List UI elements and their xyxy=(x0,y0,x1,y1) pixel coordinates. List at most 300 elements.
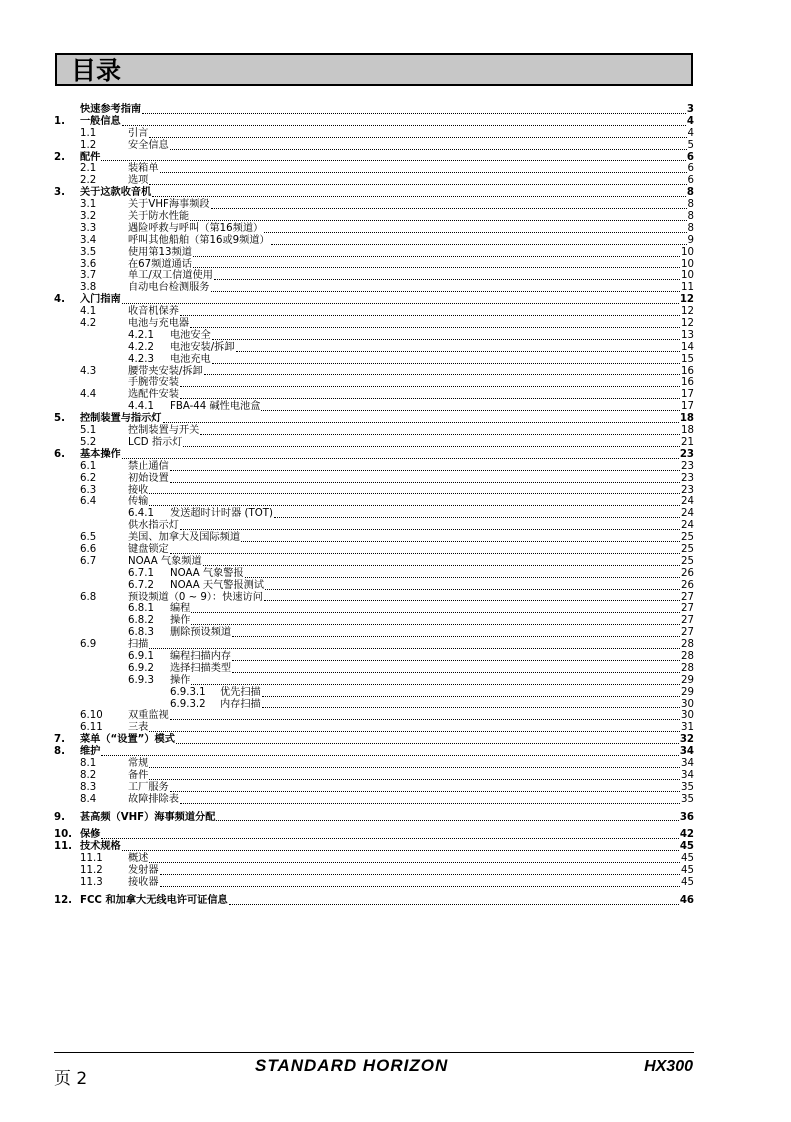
toc-entry-title: 保修 xyxy=(80,829,101,841)
toc-entry-number: 3. xyxy=(54,187,65,199)
footer-model-name: HX300 xyxy=(644,1058,693,1075)
toc-entry-page: 3 xyxy=(686,104,694,115)
toc-entry-number: 3.8 xyxy=(80,282,97,294)
toc-entry-number: 3.6 xyxy=(80,258,97,270)
toc-entry-title: LCD 指示灯 xyxy=(128,436,183,448)
toc-entry-page: 10 xyxy=(681,246,694,258)
toc-dot-leader xyxy=(232,663,680,675)
toc-entry-page: 30 xyxy=(681,710,694,722)
toc-entry-page: 27 xyxy=(681,603,694,615)
toc-entry[interactable] xyxy=(54,354,694,366)
toc-entry-page: 10 xyxy=(681,258,694,270)
toc-entry[interactable] xyxy=(54,473,694,485)
toc-entry-number: 3.1 xyxy=(80,199,97,211)
toc-entry-number: 2.1 xyxy=(80,163,97,175)
toc-dot-leader xyxy=(271,235,687,247)
toc-entry-title: 内存扫描 xyxy=(220,698,261,710)
toc-entry-page: 28 xyxy=(681,650,694,662)
toc-entry-number: 6.10 xyxy=(80,710,103,722)
toc-dot-leader xyxy=(193,259,680,271)
toc-dot-leader xyxy=(190,318,680,330)
toc-entry[interactable] xyxy=(54,865,694,877)
toc-entry-page: 36 xyxy=(679,811,694,823)
toc-entry[interactable] xyxy=(54,627,694,639)
toc-entry[interactable] xyxy=(54,187,694,199)
toc-entry[interactable] xyxy=(54,140,694,152)
toc-entry[interactable] xyxy=(54,722,694,734)
toc-entry-page: 46 xyxy=(679,894,694,906)
toc-entry[interactable] xyxy=(54,270,694,282)
toc-dot-leader xyxy=(204,366,680,378)
toc-entry-page: 17 xyxy=(681,389,694,401)
toc-entry-title: 初始设置 xyxy=(128,472,169,484)
toc-entry-number: 6.9.1 xyxy=(128,650,154,662)
toc-entry-page: 12 xyxy=(681,318,694,330)
toc-entry[interactable] xyxy=(54,853,694,865)
toc-entry-page: 18 xyxy=(681,425,694,437)
toc-entry-page: 24 xyxy=(681,508,694,520)
toc-entry-page: 45 xyxy=(681,877,694,888)
toc-entry-page: 23 xyxy=(679,448,694,460)
toc-entry-number: 6.9.3.1 xyxy=(170,686,206,698)
toc-entry[interactable] xyxy=(54,580,694,592)
toc-entry-number: 8.3 xyxy=(80,781,97,793)
toc-dot-leader xyxy=(180,377,680,389)
toc-entry-title: 入门指南 xyxy=(80,294,121,306)
toc-dot-leader xyxy=(232,627,680,639)
toc-entry-page: 28 xyxy=(681,662,694,674)
toc-dot-leader xyxy=(101,746,678,758)
toc-entry-title: NOAA 天气警报测试 xyxy=(170,579,265,591)
toc-entry-page: 23 xyxy=(681,484,694,496)
toc-entry-title: 选项 xyxy=(128,175,149,187)
toc-entry-number: 6.9 xyxy=(80,639,97,651)
toc-entry-title: 甚高频（VHF）海事频道分配 xyxy=(80,811,216,823)
toc-entry-number: 4.2 xyxy=(80,318,97,330)
toc-dot-leader xyxy=(101,152,686,164)
toc-entry[interactable] xyxy=(54,663,694,675)
toc-dot-leader xyxy=(191,603,680,615)
toc-entry-number: 4.1 xyxy=(80,306,97,318)
toc-dot-leader xyxy=(149,639,680,651)
toc-dot-leader xyxy=(190,211,686,223)
toc-entry[interactable] xyxy=(54,895,694,907)
toc-entry-title: 装箱单 xyxy=(128,163,159,175)
toc-entry[interactable] xyxy=(54,568,694,580)
toc-entry-number: 6.7 xyxy=(80,555,97,567)
toc-entry[interactable] xyxy=(54,282,694,294)
toc-entry-number: 12. xyxy=(54,894,73,906)
toc-dot-leader xyxy=(149,722,680,734)
toc-entry[interactable] xyxy=(54,710,694,722)
toc-dot-leader xyxy=(180,306,680,318)
toc-entry[interactable] xyxy=(54,247,694,259)
toc-entry[interactable] xyxy=(54,199,694,211)
toc-entry-number: 6.8.2 xyxy=(128,615,154,627)
toc-entry-page: 42 xyxy=(679,829,694,841)
toc-entry[interactable] xyxy=(54,306,694,318)
toc-entry[interactable] xyxy=(54,152,694,164)
toc-entry-number: 11.2 xyxy=(80,865,103,877)
toc-entry[interactable] xyxy=(54,413,694,425)
toc-entry-number: 6.8.3 xyxy=(128,627,154,639)
toc-dot-leader xyxy=(163,413,679,425)
toc-entry-title: FCC 和加拿大无线电许可证信息 xyxy=(80,894,228,906)
toc-dot-leader xyxy=(214,270,680,282)
toc-dot-leader xyxy=(122,841,679,853)
toc-entry-number: 6.6 xyxy=(80,543,97,555)
toc-entry[interactable] xyxy=(54,639,694,651)
toc-entry-title: 关于防水性能 xyxy=(128,211,190,223)
toc-entry-number: 6.9.3.2 xyxy=(170,698,206,710)
toc-entry-page: 45 xyxy=(679,841,694,853)
toc-entry-page: 16 xyxy=(681,365,694,377)
toc-entry[interactable] xyxy=(54,211,694,223)
toc-entry[interactable] xyxy=(54,366,694,378)
toc-entry-number: 11.3 xyxy=(80,877,103,888)
toc-entry[interactable] xyxy=(54,235,694,247)
toc-entry-title: 菜单（“设置”）模式 xyxy=(80,734,175,746)
toc-dot-leader xyxy=(191,615,680,627)
toc-entry-number: 4.2.2 xyxy=(128,341,154,353)
toc-entry[interactable] xyxy=(54,401,694,413)
toc-entry-number: 8.4 xyxy=(80,793,97,805)
toc-entry[interactable] xyxy=(54,770,694,782)
toc-entry-number: 8.1 xyxy=(80,757,97,769)
toc-entry-number: 4.2.3 xyxy=(128,353,154,365)
footer-divider xyxy=(54,1052,694,1053)
toc-entry-page: 5 xyxy=(687,139,694,151)
toc-entry[interactable] xyxy=(54,877,694,889)
toc-entry-title: 电池安装/拆卸 xyxy=(170,341,235,353)
toc-entry-number: 3.7 xyxy=(80,270,97,282)
toc-entry-title: 编程扫描内存 xyxy=(170,650,232,662)
toc-entry-title: 发送超时计时器 (TOT) xyxy=(170,508,273,520)
toc-dot-leader xyxy=(211,199,687,211)
toc-dot-leader xyxy=(170,140,687,152)
toc-entry[interactable] xyxy=(54,223,694,235)
toc-entry-title: 呼叫其他船舶（第16或9频道） xyxy=(128,234,270,246)
toc-entry[interactable] xyxy=(54,758,694,770)
toc-dot-leader xyxy=(170,544,680,556)
toc-entry-page: 26 xyxy=(681,567,694,579)
toc-dot-leader xyxy=(149,853,680,865)
toc-entry-title: 供水指示灯 xyxy=(128,520,179,532)
toc-entry-title: 编程 xyxy=(170,603,191,615)
toc-entry-number: 4.3 xyxy=(80,365,97,377)
toc-entry[interactable] xyxy=(54,425,694,437)
toc-entry-title: 腰带夹安装/拆卸 xyxy=(128,365,203,377)
toc-dot-leader xyxy=(229,895,679,907)
toc-dot-leader xyxy=(212,354,680,366)
toc-entry-title: 美国、加拿大及国际频道 xyxy=(128,532,241,544)
toc-entry-page: 8 xyxy=(687,211,694,223)
toc-entry-page: 12 xyxy=(681,306,694,318)
toc-entry[interactable] xyxy=(54,449,694,461)
toc-entry-title: 接收 xyxy=(128,484,149,496)
toc-entry-page: 32 xyxy=(679,734,694,746)
toc-entry-number: 6.2 xyxy=(80,472,97,484)
toc-entry-page: 8 xyxy=(687,222,694,234)
footer-page-number: 页 2 xyxy=(54,1069,88,1089)
toc-dot-leader xyxy=(193,247,680,259)
toc-entry-number: 6.4.1 xyxy=(128,508,154,520)
toc-entry-number: 6.5 xyxy=(80,532,97,544)
toc-entry-title: 使用第13频道 xyxy=(128,246,192,258)
toc-entry[interactable] xyxy=(54,841,694,853)
toc-dot-leader xyxy=(264,592,680,604)
toc-entry-number: 6.8.1 xyxy=(128,603,154,615)
toc-entry-page: 25 xyxy=(681,532,694,544)
toc-entry-number: 6.3 xyxy=(80,484,97,496)
toc-entry[interactable] xyxy=(54,496,694,508)
toc-entry-number: 6. xyxy=(54,448,65,460)
toc-entry[interactable] xyxy=(54,461,694,473)
toc-entry-number: 6.9.2 xyxy=(128,662,154,674)
toc-dot-leader xyxy=(101,829,678,841)
toc-entry[interactable] xyxy=(54,651,694,663)
toc-entry-number: 1. xyxy=(54,115,65,127)
toc-entry[interactable] xyxy=(54,812,694,824)
toc-dot-leader xyxy=(170,710,680,722)
toc-entry[interactable] xyxy=(54,615,694,627)
toc-dot-leader xyxy=(180,389,680,401)
toc-entry-page: 18 xyxy=(679,413,694,425)
toc-dot-leader xyxy=(122,449,679,461)
toc-entry-number: 3.4 xyxy=(80,234,97,246)
toc-entry[interactable] xyxy=(54,377,694,389)
toc-entry-title: 单工/双工信道使用 xyxy=(128,270,213,282)
toc-entry-title: 维护 xyxy=(80,746,101,758)
toc-dot-leader xyxy=(149,485,680,497)
toc-dot-leader xyxy=(149,758,680,770)
toc-entry[interactable] xyxy=(54,746,694,758)
toc-entry-title: 控制装置与指示灯 xyxy=(80,413,162,425)
toc-entry-title: 配件 xyxy=(80,151,101,163)
toc-entry-title: 删除预设频道 xyxy=(170,627,232,639)
toc-entry[interactable] xyxy=(54,734,694,746)
toc-entry-page: 6 xyxy=(687,163,694,175)
page-title: 目录 xyxy=(71,56,122,85)
toc-entry[interactable] xyxy=(54,116,694,128)
toc-entry[interactable] xyxy=(54,699,694,711)
toc-dot-leader xyxy=(122,294,679,306)
toc-entry-number: 11.1 xyxy=(80,853,103,865)
toc-entry[interactable] xyxy=(54,520,694,532)
toc-entry-title: 键盘锁定 xyxy=(128,543,169,555)
toc-entry-page: 15 xyxy=(681,353,694,365)
toc-dot-leader xyxy=(170,782,680,794)
toc-entry-page: 23 xyxy=(681,472,694,484)
toc-entry-number: 6.7.2 xyxy=(128,579,154,591)
toc-entry-page: 9 xyxy=(687,234,694,246)
toc-dot-leader xyxy=(203,556,680,568)
toc-entry[interactable] xyxy=(54,330,694,342)
toc-entry-page: 27 xyxy=(681,591,694,603)
toc-entry-page: 13 xyxy=(681,329,694,341)
toc-entry-title: 基本操作 xyxy=(80,448,121,460)
toc-entry-title: 工厂服务 xyxy=(128,781,169,793)
toc-entry-title: 控制装置与开关 xyxy=(128,425,200,437)
toc-entry-title: 优先扫描 xyxy=(220,686,261,698)
toc-entry-title: 收音机保养 xyxy=(128,306,179,318)
toc-dot-leader xyxy=(200,425,680,437)
toc-entry[interactable] xyxy=(54,342,694,354)
toc-entry-title: 扫描 xyxy=(128,639,149,651)
toc-entry-page: 35 xyxy=(681,793,694,805)
toc-entry-title: 禁止通信 xyxy=(128,460,169,472)
toc-entry[interactable] xyxy=(54,175,694,187)
toc-entry-number: 5.2 xyxy=(80,436,97,448)
toc-entry-title: 操作 xyxy=(170,615,191,627)
toc-entry-page: 16 xyxy=(681,377,694,389)
toc-entry-title: 选择扫描类型 xyxy=(170,662,232,674)
toc-entry-page: 17 xyxy=(681,401,694,413)
toc-dot-leader xyxy=(170,473,680,485)
toc-entry-title: 选配件安装 xyxy=(128,389,179,401)
toc-entry-page: 45 xyxy=(681,853,694,865)
toc-dot-leader xyxy=(160,865,680,877)
toc-entry-page: 12 xyxy=(679,294,694,306)
toc-entry[interactable] xyxy=(54,675,694,687)
toc-entry-number: 1.1 xyxy=(80,127,97,139)
toc-entry-title: 备件 xyxy=(128,769,149,781)
toc-entry[interactable] xyxy=(54,389,694,401)
toc-dot-leader xyxy=(160,163,687,175)
toc-entry[interactable] xyxy=(54,794,694,806)
toc-dot-leader xyxy=(142,104,686,116)
toc-dot-leader xyxy=(211,282,681,294)
toc-entry-number: 6.4 xyxy=(80,496,97,508)
toc-entry[interactable] xyxy=(54,782,694,794)
toc-entry-number: 6.8 xyxy=(80,591,97,603)
toc-dot-leader xyxy=(262,699,680,711)
toc-dot-leader xyxy=(232,651,680,663)
toc-entry-page: 8 xyxy=(686,187,694,199)
toc-entry-page: 28 xyxy=(681,639,694,651)
toc-entry-number: 6.7.1 xyxy=(128,567,154,579)
toc-entry-title: 自动电台检测服务 xyxy=(128,282,210,294)
toc-entry-page: 34 xyxy=(681,769,694,781)
toc-dot-leader xyxy=(241,532,680,544)
toc-entry-title: 关于这款收音机 xyxy=(80,187,152,199)
toc-dot-leader xyxy=(149,175,686,187)
toc-entry-title: 关于VHF海事频段 xyxy=(128,199,210,211)
toc-dot-leader xyxy=(160,877,680,889)
toc-entry-number: 6.9.3 xyxy=(128,674,154,686)
toc-entry[interactable] xyxy=(54,544,694,556)
toc-dot-leader xyxy=(191,675,680,687)
toc-dot-leader xyxy=(236,342,680,354)
toc-entry-number: 11. xyxy=(54,841,73,853)
toc-entry[interactable] xyxy=(54,318,694,330)
toc-entry-number: 4.4 xyxy=(80,389,97,401)
toc-entry-page: 34 xyxy=(679,746,694,758)
toc-entry-title: 电池与充电器 xyxy=(128,318,190,330)
toc-entry-number: 10. xyxy=(54,829,73,841)
toc-entry-number: 5. xyxy=(54,413,65,425)
toc-entry-page: 25 xyxy=(681,543,694,555)
toc-entry[interactable] xyxy=(54,592,694,604)
toc-entry-title: 在67频道通话 xyxy=(128,258,192,270)
toc-entry-title: 安全信息 xyxy=(128,139,169,151)
toc-entry-title: FBA-44 碱性电池盒 xyxy=(170,401,261,413)
toc-entry-number: 4. xyxy=(54,294,65,306)
toc-entry-number: 7. xyxy=(54,734,65,746)
toc-dot-leader xyxy=(180,520,680,532)
toc-dot-leader xyxy=(274,508,680,520)
toc-dot-leader xyxy=(176,734,679,746)
toc-entry-number: 8. xyxy=(54,746,65,758)
toc-entry[interactable] xyxy=(54,104,694,116)
toc-entry[interactable] xyxy=(54,603,694,615)
toc-dot-leader xyxy=(152,187,686,199)
toc-entry-title: 电池充电 xyxy=(170,353,211,365)
toc-entry-title: 遇险呼救与呼叫（第16频道） xyxy=(128,222,264,234)
brand-logo: STANDARD HORIZON xyxy=(255,1056,449,1075)
toc-entry[interactable] xyxy=(54,687,694,699)
toc-entry[interactable] xyxy=(54,508,694,520)
toc-entry-page: 29 xyxy=(681,674,694,686)
toc-entry-number: 2. xyxy=(54,151,65,163)
toc-entry[interactable] xyxy=(54,437,694,449)
toc-entry-title: 传输 xyxy=(128,496,149,508)
toc-entry-page: 11 xyxy=(681,282,694,294)
toc-entry-title: 预设频道（0 ~ 9）：快速访问 xyxy=(128,591,263,603)
toc-entry[interactable] xyxy=(54,485,694,497)
toc-entry-page: 30 xyxy=(681,698,694,710)
toc-entry[interactable] xyxy=(54,163,694,175)
toc-entry-page: 29 xyxy=(681,686,694,698)
toc-dot-leader xyxy=(262,687,680,699)
toc-entry-title: 发射器 xyxy=(128,865,159,877)
toc-entry-title: 快速参考指南 xyxy=(80,104,142,115)
toc-entry-title: 技术规格 xyxy=(80,841,121,853)
toc-entry-page: 21 xyxy=(681,436,694,448)
toc-entry-title: 电池安全 xyxy=(170,329,211,341)
toc-entry-title: 操作 xyxy=(170,674,191,686)
toc-entry[interactable] xyxy=(54,532,694,544)
toc-entry[interactable] xyxy=(54,829,694,841)
toc-entry[interactable] xyxy=(54,294,694,306)
toc-entry-page: 6 xyxy=(686,151,694,163)
toc-entry-page: 31 xyxy=(681,722,694,734)
toc-entry-title: 概述 xyxy=(128,853,149,865)
toc-entry-title: NOAA 气象警报 xyxy=(170,567,244,579)
toc-entry-number: 4.4.1 xyxy=(128,401,154,413)
toc-entry[interactable] xyxy=(54,259,694,271)
toc-entry-page: 23 xyxy=(681,460,694,472)
toc-dot-leader xyxy=(216,812,678,824)
toc-entry-number: 2.2 xyxy=(80,175,97,187)
toc-dot-leader xyxy=(183,437,680,449)
toc-dot-leader xyxy=(180,794,680,806)
toc-entry-page: 24 xyxy=(681,520,694,532)
toc-entry-number: 9. xyxy=(54,811,65,823)
toc-entry[interactable] xyxy=(54,128,694,140)
toc-entry-page: 26 xyxy=(681,579,694,591)
toc-entry[interactable] xyxy=(54,556,694,568)
toc-entry-number: 1.2 xyxy=(80,139,97,151)
toc-entry-title: 三表 xyxy=(128,722,149,734)
toc-entry-number: 6.11 xyxy=(80,722,103,734)
toc-entry-number: 5.1 xyxy=(80,425,97,437)
toc-dot-leader xyxy=(122,116,686,128)
toc-dot-leader xyxy=(170,461,680,473)
toc-entry-page: 4 xyxy=(687,127,694,139)
toc-entry-page: 24 xyxy=(681,496,694,508)
toc-dot-leader xyxy=(265,580,680,592)
